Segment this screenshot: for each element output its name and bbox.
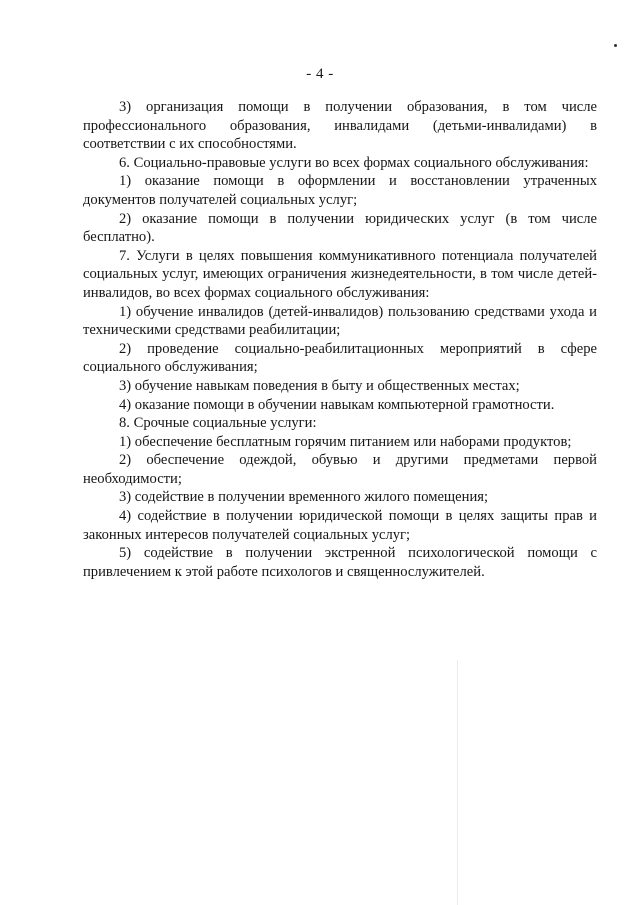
body-text <box>83 98 597 581</box>
section-6-heading: 6. Социально-правовые услуги во всех формах социального обслуживания: <box>119 154 589 171</box>
paragraph-education-assistance: 3) организация помощи в получении образования, в том числе профессионального образования, инвалидами (детьми-инвалидами) в соответствии с их способностями. <box>83 99 597 153</box>
paragraph-rehab-means-training: 1) обучение инвалидов (детей-инвалидов) пользованию средствами ухода и техническими средствами реабилитации; <box>83 303 597 339</box>
section-8-heading: 8. Срочные социальные услуги: <box>119 415 317 432</box>
scan-artifact-line <box>457 660 458 905</box>
paragraph-behavior-skills: 3) обучение навыкам поведения в быту и общественных местах; <box>119 377 520 394</box>
paragraph-hot-meals: 1) обеспечение бесплатным горячим питанием или наборами продуктов; <box>119 433 572 450</box>
scan-speck <box>614 44 617 47</box>
section-7-heading: 7. Услуги в целях повышения коммуникативного потенциала получателей социальных услуг, имеющих ограничения жизнедеятельности, в том числе детей-инвалидов, во всех формах социального обслуживания: <box>83 247 597 301</box>
page-number: - 4 - <box>306 66 334 82</box>
paragraph-legal-services: 2) оказание помощи в получении юридических услуг (в том числе бесплатно). <box>83 210 597 246</box>
paragraph-temporary-housing: 3) содействие в получении временного жилого помещения; <box>119 489 489 506</box>
paragraph-psychological-help: 5) содействие в получении экстренной психологической помощи с привлечением к этой работе психологов и священнослужителей. <box>83 545 597 580</box>
paragraph-clothing: 2) обеспечение одеждой, обувью и другими предметами первой необходимости; <box>83 452 597 487</box>
paragraph-rehab-activities: 2) проведение социально-реабилитационных мероприятий в сфере социального обслуживания; <box>83 340 597 376</box>
paragraph-computer-literacy: 4) оказание помощи в обучении навыкам компьютерной грамотности. <box>119 396 555 413</box>
paragraph-documents-restoration: 1) оказание помощи в оформлении и восстановлении утраченных документов получателей социальных услуг; <box>83 173 597 208</box>
paragraph-legal-aid: 4) содействие в получении юридической помощи в целях защиты прав и законных интересов получателей социальных услуг; <box>83 508 597 543</box>
